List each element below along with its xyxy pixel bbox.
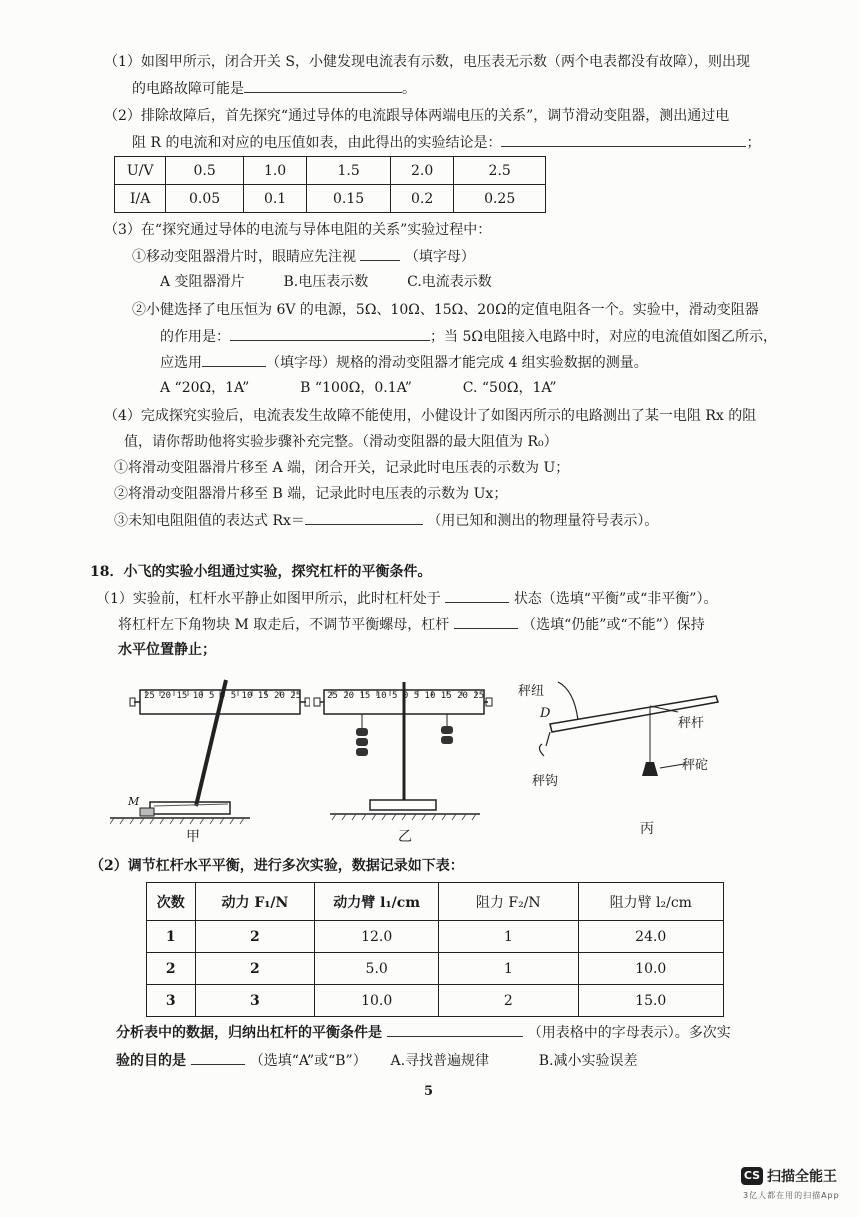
table-cell: 1 [147, 921, 196, 953]
answer-blank [387, 1022, 523, 1037]
table-header-cell: 次数 [147, 883, 196, 921]
q17-part3-step2-line2 [160, 326, 777, 347]
table-cell: 0.2 [390, 185, 453, 213]
table-cell: 24.0 [578, 921, 723, 953]
option-a: A 变阻器滑片 [160, 274, 245, 290]
answer-blank [202, 352, 266, 367]
q17-part3-step1-tail: （填字母） [404, 249, 475, 265]
option-c: C. “50Ω，1A” [462, 380, 557, 396]
q17-part2-line1: （2）排除故障后，首先探究“通过导体的电流跟导体两端电压的关系”，调节滑动变阻器，测出通过电 [104, 108, 730, 124]
table-cell: 10.0 [578, 953, 723, 985]
q17-part4-step3 [114, 510, 658, 531]
table-cell: 0.1 [243, 185, 306, 213]
table-cell: 0.25 [454, 185, 546, 213]
q17-part3-step2-options [160, 378, 557, 398]
q17-part1-line2: 的电路故障可能是 。 [132, 78, 416, 99]
q18-conclusion-text-d: （选填“A”或“B”） [249, 1053, 367, 1069]
table-cell: 1 [439, 921, 578, 953]
q18-part1-line2 [118, 614, 705, 635]
q18-part1-line3: 水平位置静止； [118, 642, 216, 658]
q17-part1-line1: （1）如图甲所示，闭合开关 S，小健发现电流表有示数，电压表无示数（两个电表都没有故障），则出现 [104, 54, 750, 70]
table-cell: 2 [147, 953, 196, 985]
option-a: A.寻找普遍规律 [390, 1053, 490, 1069]
table-cell: 1.5 [307, 157, 391, 185]
table-cell: 0.05 [166, 185, 244, 213]
label-chengtuo: 秤砣 [682, 758, 709, 773]
scanner-logo-icon: CS [741, 1167, 763, 1185]
q18-part1-text-c: 将杠杆左下角物块 M 取走后，不调节平衡螺母，杠杆 [118, 617, 450, 633]
table-header-row [147, 883, 724, 921]
table-cell: 15.0 [578, 985, 723, 1017]
table-cell: 2.5 [454, 157, 546, 185]
table-row [115, 185, 546, 213]
answer-blank [191, 1050, 245, 1065]
q17-part4-line2: 值，请你帮助他将实验步骤补充完整。（滑动变阻器的最大阻值为 R₀） [124, 434, 558, 450]
q17-part3-step2-text-a: 的作用是： [160, 329, 230, 345]
q17-part3-step2-line1: ②小健选择了电压恒为 6V 的电源，5Ω、10Ω、15Ω、20Ω的定值电阻各一个。实验中，滑动变阻器 [132, 302, 759, 318]
q18-title: 18．小飞的实验小组通过实验，探究杠杆的平衡条件。 [90, 564, 432, 580]
table-cell: 0.5 [166, 157, 244, 185]
ruler-scale-yi: 25 20 15 10 5 0 5 10 15 20 25 [327, 691, 485, 701]
option-b: B.减小实验误差 [538, 1053, 638, 1069]
table-header-cell: 阻力臂 l₂/cm [578, 883, 723, 921]
q17-part3-step1 [132, 246, 475, 267]
q17-part3-line1: （3）在“探究通过导体的电流与导体电阻的关系”实验过程中： [104, 222, 492, 238]
q18-part2-line1: （2）调节杠杆水平平衡，进行多次实验，数据记录如下表： [90, 858, 464, 874]
scanner-slogan: 3亿人都在用的扫描App [743, 1191, 840, 1200]
table-cell: 3 [195, 985, 315, 1017]
q18-data-table [146, 882, 724, 1017]
table-cell: 0.15 [307, 185, 391, 213]
q18-part1-line1 [96, 588, 717, 609]
q17-part4-step3-text-a: ③未知电阻阻值的表达式 Rx＝ [114, 513, 305, 529]
caption-jia: 甲 [186, 829, 200, 845]
table-cell: 2 [195, 921, 315, 953]
caption-bing: 丙 [640, 821, 654, 837]
q17-part4-line1: （4）完成探究实验后，电流表发生故障不能使用，小健设计了如图丙所示的电路测出了某一电阻 Rx 的阻 [104, 408, 757, 424]
table-cell: 1.0 [243, 157, 306, 185]
table-cell: 5.0 [315, 953, 439, 985]
option-c: C.电流表示数 [407, 274, 492, 290]
q18-part1-text-b: 状态（选填“平衡”或“非平衡”）。 [513, 591, 718, 607]
label-d: D [540, 706, 551, 721]
q18-conclusion-text-b: （用表格中的字母表示）。多次实 [527, 1025, 731, 1041]
q17-part3-step2-text-c: 应选用 [160, 355, 202, 371]
label-chengniu: 秤纽 [518, 684, 545, 699]
q17-part3-step2-text-b: ；当 5Ω电阻接入电路中时，对应的电流值如图乙所示， [430, 329, 777, 345]
table-row [147, 953, 724, 985]
table-row [147, 985, 724, 1017]
table-row [115, 157, 546, 185]
q18-part1-text-a: （1）实验前，杠杆水平静止如图甲所示，此时杠杆处于 [96, 591, 441, 607]
q17-part4-step2: ②将滑动变阻器滑片移至 B 端，记录此时电压表的示数为 Ux； [114, 486, 508, 502]
answer-blank [445, 588, 509, 603]
table-cell: 3 [147, 985, 196, 1017]
answer-blank [230, 326, 430, 341]
table-header-cell: 阻力 F₂/N [439, 883, 578, 921]
q18-conclusion-line2 [116, 1050, 638, 1071]
q17-part1-text: 的电路故障可能是 [132, 81, 244, 97]
answer-blank [360, 246, 400, 261]
q17-part3-step1-text: ①移动变阻器滑片时，眼睛应先注视 [132, 249, 356, 265]
ruler-scale-jia: 25 20 15 10 5 0 5 10 15 20 25 [144, 691, 302, 701]
table-cell: 12.0 [315, 921, 439, 953]
answer-blank [305, 510, 423, 525]
answer-blank [501, 132, 746, 147]
q17-part2-text: 阻 R 的电流和对应的电压值如表，由此得出的实验结论是： [132, 135, 502, 151]
table-header-cell: 动力臂 l₁/cm [315, 883, 439, 921]
table-cell: 2.0 [390, 157, 453, 185]
table-row [147, 921, 724, 953]
option-b: B “100Ω，0.1A” [300, 380, 412, 396]
q17-part4-step1: ①将滑动变阻器滑片移至 A 端，闭合开关，记录此时电压表的示数为 U； [114, 460, 570, 476]
q18-conclusion-line1 [116, 1022, 731, 1043]
label-chenggou: 秤钩 [532, 774, 559, 789]
table-header-cell: 动力 F₁/N [195, 883, 315, 921]
table-cell: 1 [439, 953, 578, 985]
option-b: B.电压表示数 [283, 274, 369, 290]
q18-conclusion-text-c: 验的目的是 [116, 1053, 186, 1069]
option-a: A “20Ω，1A” [160, 380, 250, 396]
scanner-brand: 扫描全能王 [767, 1169, 837, 1185]
q17-part3-options [160, 272, 492, 292]
q17-part3-step2-text-d: （填字母）规格的滑动变阻器才能完成 4 组实验数据的测量。 [266, 355, 648, 371]
q18-conclusion-text-a: 分析表中的数据，归纳出杠杆的平衡条件是 [116, 1025, 382, 1041]
caption-yi: 乙 [398, 829, 412, 845]
q17-part2-line2: 阻 R 的电流和对应的电压值如表，由此得出的实验结论是： ； [132, 132, 760, 153]
q17-part3-step2-line3 [160, 352, 648, 373]
table-cell: 2 [439, 985, 578, 1017]
answer-blank [454, 614, 518, 629]
table-cell: 10.0 [315, 985, 439, 1017]
table-cell: I/A [115, 185, 166, 213]
table-cell: 2 [195, 953, 315, 985]
q18-part1-text-d: （选填“仍能”或“不能”）保持 [522, 617, 705, 633]
q17-data-table [114, 156, 546, 213]
label-m: M [128, 795, 140, 808]
q17-part4-step3-text-b: （用已知和测出的物理量符号表示）。 [427, 513, 659, 529]
page-number: 5 [424, 1084, 434, 1099]
answer-blank [244, 78, 402, 93]
label-chenggan: 秤杆 [678, 716, 705, 731]
table-cell: U/V [115, 157, 166, 185]
